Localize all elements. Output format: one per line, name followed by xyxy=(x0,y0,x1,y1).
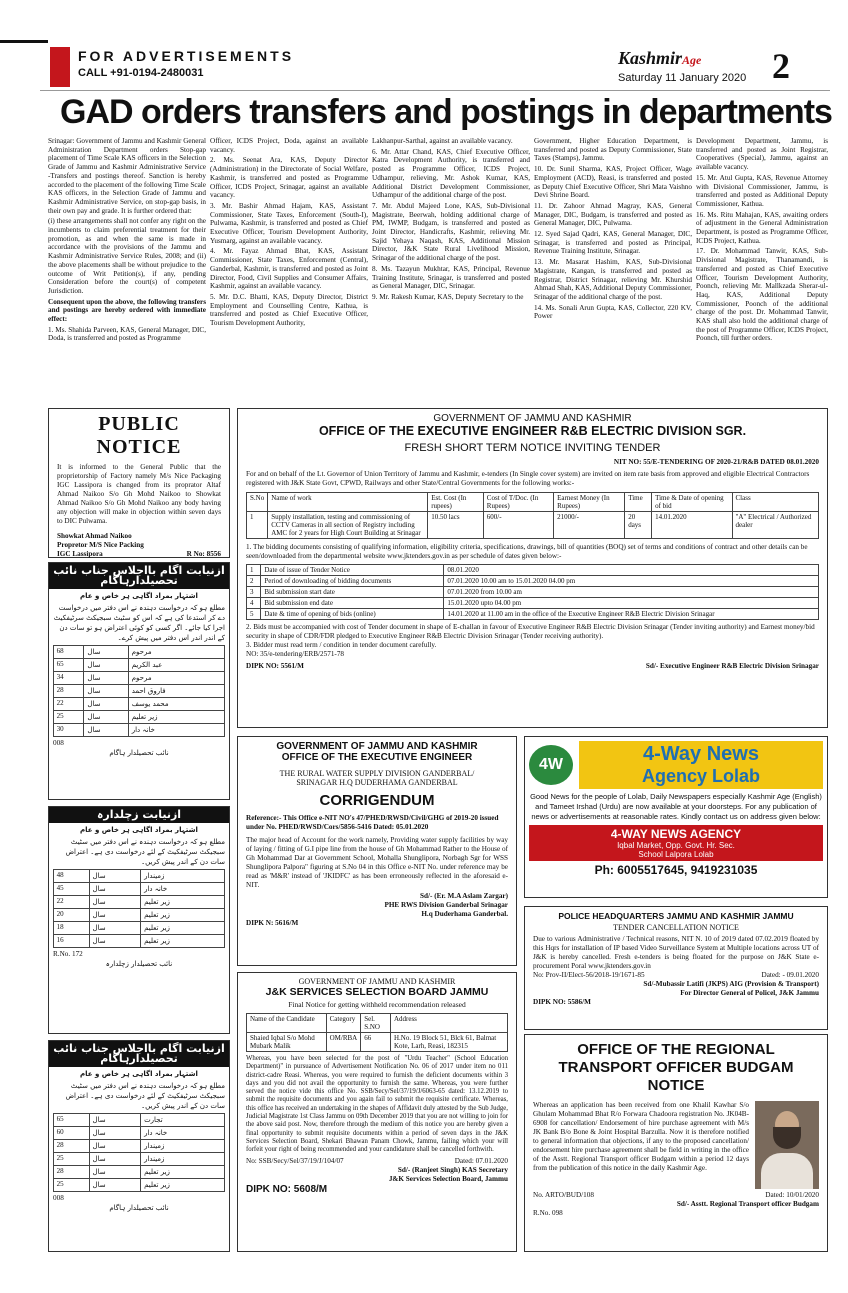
for-advertisements-label: FOR ADVERTISEMENTS xyxy=(78,48,295,64)
article-column-4: Government, Higher Education Department, is transferred and posted as Deputy Commissioner, State Taxes (Stamps), Jammu. 10. Dr. Sunil Sharma, KAS, Project Officer, Wage Employment (ACD), Reasi, is transferred and posted as Deputy Chief Executive Officer, Shri Mata Vaishno Devi Shrine Board. 11. Dr. Zahoor Ahmad Magray, KAS, General Manager, DIC, Budgam, is transferred and posted as General Manager, DIC, Pulwama. 12. Syed Sajad Qadri, KAS, General Manager, DIC, Srinagar, is transferred and posted as Principal, Revenue Training Institute, Srinagar. 13. Mr. Masarat Hashim, KAS, Sub-Divisional Magistrate, Kangan, is transferred and posted as Registrar, District Srinagar, relieving Mr. Khurshid Ahmad Shah, KAS, Additional Deputy Commissioner, Srinagar of the additional charge of the post. 14. Ms. Sonali Arun Gupta, KAS, Collector, 220 KV, Power xyxy=(534,137,692,321)
urdu-table-1: 68 سال مرحوم 65 سال عبد الکریم 34 سال مرحوم 28 سال فاروق احمد 22 سال محمد یوسف 25 سال زیر تعلیم 30 سال خانہ دار xyxy=(53,645,226,737)
article-column-2: Officer, ICDS Project, Doda, against an available vacancy. 2. Ms. Seenat Ara, KAS, Deputy Director (Administration) in the Directorate of Social Welfare, Kashmir, is transferred and posted as Programme Officer, ICDS Project, Srinagar, against an available vacancy. 3. Mr. Bashir Ahmad Hajam, KAS, Assistant Commissioner, State Taxes, Enforcement (South-I), Pulwama, Kashmir, is transferred and posted as Chief Executive Officer, Tourism Development Authority, Yusmarg, against an available vacancy. 4. Mr. Fayaz Ahmad Bhat, KAS, Assistant Commissioner, State Taxes, Enforcement (Central), Ganderbal, Kashmir, is transferred and posted as Joint Director, Food, Civil Supplies and Consumer Affairs, Kashmir, against an available vacancy. 5. Mr. D.C. Bhatti, KAS, Deputy Director, District Employment and Counselling Centre, Kathua, is transferred and posted as Chief Executive Officer, Tourism Development Authority, xyxy=(210,137,368,328)
header-arrow-icon xyxy=(50,47,70,87)
page-number: 2 xyxy=(772,46,790,86)
applicant-photo xyxy=(755,1101,819,1189)
jkssb-table: Name of the Candidate Category Sel. S.NO Address Shaied Iqbal S/o Mohd Mubark Malik OM/RBA 66 H.No. 19 Block 51, Blck 61, Balmat Kote, Larh, Reasi, 182315 xyxy=(246,1013,508,1052)
public-notice-body: It is informed to the General Public that the proprietorship of Factory namely M/s Nice Packaging IGC Lassipora is changed from its proprator Altaf Ahmad Naikoo S/o Gh Mohd Naikoo to Showkat Ahmad Naikoo S/o Gh Mohd Naikoo any body having any objection will make in objection within seven days to DIC Pulwama. xyxy=(57,463,221,525)
urdu-notice-1: ازنیابت اگام بااجلاس جناب نائب تحصیلدارہاگام اشتہار بمراد اگاہی ہر خاص و عام مطلع ہو کہ درخواست دہندہ نے اس دفتر میں درخواست دے کر استدعا کی ہے کہ اس کو سٹیٹ سبجیکٹ سرٹیفکیٹ اجرا کیا جائے۔ اگر کسی کو کوئی اعتراض ہو تو سات دن کے اندر اندر اس دفتر میں پیش کرے۔ 68 سال مرحوم 65 سال عبد الکریم 34 سال مرحوم 28 سال فاروق احمد 22 سال محمد یوسف 25 سال زیر تعلیم 30 سال خانہ دار 008 نائب تحصیلدار ہاگام xyxy=(48,562,230,800)
urdu-notice-2: ازنیابت زچلدارہ اشتہار بمراد اگاہی ہر خاص و عام مطلع ہو کہ درخواست دہندہ نے اس دفتر میں سٹیٹ سبجیکٹ سرٹیفکیٹ کے لئے درخواست دی ہے۔ اعتراض سات دن کے اندر پیش کریں۔ 48 سال زمیندار 45 سال خانہ دار 22 سال زیر تعلیم 20 سال زیر تعلیم 18 سال زیر تعلیم 16 سال زیر تعلیم R.No. 172 نائب تحصیلدار زچلدارہ xyxy=(48,806,230,1034)
header-rule xyxy=(0,40,48,43)
public-notice-sig: Showkat Ahmad Naikoo Propretor M/S Nice Packing IGC Lassipora R No: 8556 xyxy=(57,532,221,558)
news-agency-ad: 4W 4-Way News Agency Lolab Good News for the people of Lolab, Daily Newspapers especially Kashmir Age (English) and Tameet Irshad (Urdu) are now available at your doorsteps. For any publication of news or advertisements at reasonable rates. Kindly contact us on address given below: 4-WAY NEWS AGENCY Iqbal Market, Opp. Govt. Hr. Sec. School Lalpora Lolab Ph: 6005517645, 9419231035 xyxy=(524,736,828,898)
public-notice-title: PUBLIC NOTICE xyxy=(96,413,182,458)
issue-date: Saturday 11 January 2020 xyxy=(618,72,747,84)
corrigendum-title: CORRIGENDUM xyxy=(319,792,435,809)
tender-table: S.No Name of work Est. Cost (In rupees) Cost of T/Doc. (In Rupees) Earnest Money (In Rupees) Time Time & Date of opening of bid Class 1 Supply installation, testing and commissioning of CCTV Cameras in all section of Registry including AMC for 2 years for High Court Building at Srinagar 10.50 lacs 600/- 21000/- 20 days 14.01.2020 "A" Electrical / Authorized dealer xyxy=(246,492,819,539)
police-hq-notice: POLICE HEADQUARTERS JAMMU AND KASHMIR JAMMU TENDER CANCELLATION NOTICE Due to various Administrative / Technical reasons, NIT N. 10 of 2019 dated 07.02.2019 floated by this Hqrs for installation of IP based Video Surveillance System at Multiple locations across UT of J&K is hereby cancelled. Fresh e-tenders is being floated for the purpose on J&K State e-procurement Poral www.jktenders.gov.in No: Prov-II/Elect-56/2018-19/1671-85 Dated: - 09.01.2020 Sd/-Mubassir Latifi (JKPS) AIG (Provision & Transport) For Director General of Policel, J&K Jammu DIPK NO: 5586/M xyxy=(524,906,828,1030)
article-column-3: Lakhanpur-Sarthal, against an available vacancy. 6. Mr. Attar Chand, KAS, Chief Executive Officer, Katra Development Authority, is transferred and posted as Programme Officer, ICDS Project, Udhampur, relieving, Mr. Ashok Kumar, KAS, Additional District Development Commissioner, Udhampur of the additional charge of the post. 7. Mr. Abdul Majeed Lone, KAS, Sub-Divisional Magistrate, Beerwah, holding additional charge of PM, IWMP, Budgam, is transferred and posted as Joint Director, Handicrafts, Kashmir, relieving Mr. Sajid Yehaya Naqash, KAS, Additional Mission Director, J&K State Rural Livelihood Mission, Srinagar of the additional charge of the post. 8. Ms. Tazayun Mukhtar, KAS, Principal, Revenue Training Institute, Srinagar, is transferred and posted as General Manager, DIC, Srinagar. 9. Mr. Rakesh Kumar, KAS, Deputy Secretary to the xyxy=(372,137,530,301)
article-column-1: Srinagar: Government of Jammu and Kashmir General Administration Department orders Stop-gap placement of Time Scale KAS officers in the Selection Grade of Jammu and Kashmir Administrative Service -Transfers and postings thereof. Sanction is hereby accorded to the placement of the following Time Scale KAS officers, in the Selection Grade of Jammu and Kashmir Administrative Service, on stop-gap basis, in their own pay and grade. It is further ordered that: (i) these arrangements shall not confer any right on the incumbents to claim preferential treatment for their promotion, as and when the same is made in accordance with the provisions of the Jammu and Kashmir Administrative Service Rules, 2008; and (ii) the above placements shall be without prejudice to the outcome of Writ Petition(s), if any, pending Consideration before the court(s) of competent Jurisdiction. Consequent upon the above, the following transfers and postings are hereby ordered with immediate effect: 1. Ms. Shahida Parveen, KAS, General Manager, DIC, Doda, is transferred and posted as Programme xyxy=(48,137,206,343)
call-number: CALL +91-0194-2480031 xyxy=(78,67,204,79)
masthead: KashmirAge xyxy=(618,48,702,68)
corrigendum-notice: GOVERNMENT OF JAMMU AND KASHMIR OFFICE OF THE EXECUTIVE ENGINEER THE RURAL WATER SUPPLY DIVISION GANDERBAL/ SRINAGAR H.Q DUDERHAMA GANDERBAL CORRIGENDUM Reference:- This Office e-NIT NO's 47/PHED/RWSD/Civil/GHG of 2019-20 issued under No. PHED/RWSD/Cors/5856-5416 Dated: 05.01.2020 The major head of Account for the work namely, Providing water supply facilities by way of laying / fitting of G.I pipe line from the house of Gh Mohammad Rather to the House of Gh Mohammad Dar at Government School, Mohalla Shunglipora, Norbagh Sgr for WSS Shunglipora Palpora" figuring at S.No 04 in this Office e-NIT No. under reference may be read as 'M&R' instead of 'JKIDFC' as has been erroneously reflected in the aforesaid e-NIT. Sd/- (Er. M.A Aslam Zargar) PHE RWS Division Ganderbal Srinagar H.q Duderhama Ganderbal. DIPK N: 5616/M xyxy=(237,736,517,966)
headline: GAD orders transfers and postings in departments xyxy=(60,93,832,131)
tender-dates-table: 1 Date of issue of Tender Notice 08.01.2020 2 Period of downloading of bidding documents 07.01.2020 10.00 am to 15.01.2020 04.00 pm 3 Bid submission start date 07.01.2020 from 10.00 am 4 Bid submission end date 15.01.2020 upto 04.00 pm 5 Date & time of opening of bids (online) 14.01.2020 at 11.00 am in the office of the Executive Engineer R&B Electric Division Srinagar xyxy=(246,564,819,620)
urdu-table-3: 65 سال تجارت 60 سال خانہ دار 28 سال زمیندار 25 سال زمیندار 28 سال زیر تعلیم 25 سال زیر تعلیم xyxy=(53,1113,226,1192)
public-notice xyxy=(48,408,230,558)
urdu-table-2: 48 سال زمیندار 45 سال خانہ دار 22 سال زیر تعلیم 20 سال زیر تعلیم 18 سال زیر تعلیم 16 سال زیر تعلیم xyxy=(53,869,226,948)
news-phone: Ph: 6005517645, 9419231035 xyxy=(594,863,758,877)
urdu-notice-3: ازنیابت اگام بااجلاس جناب نائب تحصیلدارہاگام اشتہار بمراد اگاہی ہر خاص و عام مطلع ہو کہ درخواست دہندہ نے اس دفتر میں سٹیٹ سبجیکٹ سرٹیفکیٹ کے لئے درخواست دی ہے۔ اعتراض سات دن کے اندر پیش کریں۔ 65 سال تجارت 60 سال خانہ دار 28 سال زمیندار 25 سال زمیندار 28 سال زیر تعلیم 25 سال زیر تعلیم 008 نائب تحصیلدار ہاگام xyxy=(48,1040,230,1252)
jkssb-notice: GOVERNMENT OF JAMMU AND KASHMIR J&K SERVICES SELECTION BOARD JAMMU Final Notice for getting withheld recommendation released Name of the Candidate Category Sel. S.NO Address Shaied Iqbal S/o Mohd Mubark Malik OM/RBA 66 H.No. 19 Block 51, Blck 61, Balmat Kote, Larh, Reasi, 182315 Whereas, you have been selected for the post of "Urdu Teacher" (School Education Department)" in pursuance of Advertisement Notification No. 06 of 2017 under item no 011 district-cadre Reasi. Whereas, you were required to furnish the deficient documents within 3 days and you did not avail the opportunity to furnish the same. Whereas, you were further served the notice vide this office No. SSB/Secy/Sel/37/19/J/6063-65 dated: 13.12.2019 to submit the requisite documents and you again fail to submit the requisite certificate. Whereas, this office has received an undertaking in the shapes of Affidavit duly attested by the Sub Judge, Judicial Magistrate 1st Class Jammu on 09th December 2019 that you are not willing to join for the above said post. Now, therefore through the medium of this notice you are hereby given a final opportunity to submit requisite documents within a period of seven days in the J&K Services Selection Board, Shekari Bhawan Panam Chowk, Jammu, failing which your will forfeit your right of being recommended and your candidature shall be cancelled forthwith. No: SSB/Secy/Sel/37/19/J/104/07 Dated: 07.01.2020 Sd/- (Ranjeet Singh) KAS Secretary J&K Services Selection Board, Jammu DIPK NO: 5608/M xyxy=(237,972,517,1252)
news-logo-icon: 4W xyxy=(529,745,573,785)
rb-electric-tender: GOVERNMENT OF JAMMU AND KASHMIR OFFICE OF THE EXECUTIVE ENGINEER R&B ELECTRIC DIVISION SGR. FRESH SHORT TERM NOTICE INVITING TENDER NIT NO: 55/E-TENDERING OF 2020-21/R&B DATED 08.01.2020 For and on behalf of the Lt. Governor of Union Territory of Jammu and Kashmir, e-tenders (In Single cover system) are invited on item rate basis from approved and eligible Electrical Contractors registered with J&K State Govt, CPWD, Railways and other State/Central Governments for the following works:- S.No Name of work Est. Cost (In rupees) Cost of T/Doc. (In Rupees) Earnest Money (In Rupees) Time Time & Date of opening of bid Class 1 Supply installation, testing and commissioning of CCTV Cameras in all section of Registry including AMC for 2 years for High Court Building at Srinagar 10.50 lacs 600/- 21000/- 20 days 14.01.2020 "A" Electrical / Authorized dealer 1. The bidding documents consisting of qualifying information, eligibility criteria, specifications, drawings, bill of quantities (BOQ) set of terms and conditions of contract and other details can be seen/downloaded from the departmental website www.jktenders.gov.in as per schedule of dates given below:- 1 Date of issue of Tender Notice 08.01.2020 2 Period of downloading of bidding documents 07.01.2020 10.00 am to 15.01.2020 04.00 pm 3 Bid submission start date 07.01.2020 from 10.00 am 4 Bid submission end date 15.01.2020 upto 04.00 pm 5 Date & time of opening of bids (online) 14.01.2020 at 11.00 am in the office of the Executive Engineer R&B Electric Division Srinagar 2. Bids must be accompanied with cost of Tender document in shape of E-challan in favour of Executive Engineer R&B Electric Division Srinagar (Tender inviting authority) and Earnest money/bid security in shape of CDR/FDR pledged to Executive Engineer R&B Electric Division Srinagar (Tender receiving authority). 3. Bidder must read term / condition in tender document carefully. NO: 35/e-tendering/ERB/2571-78 DIPK NO: 5561/M Sd/- Executive Engineer R&B Electric Division Srinagar xyxy=(237,408,828,728)
header-divider xyxy=(40,90,830,91)
rto-budgam-notice: OFFICE OF THE REGIONAL TRANSPORT OFFICER BUDGAM NOTICE Whereas an application has been received from one Khalil Kawhar S/o Ghulam Mohammad Bhat R/o Forwara Chadoora registration No. JK04B-6908 for cancellation/ Endorsement of hire purchase agreement with M/s JK Bank B/o Bone & Joint Hospital Barzulla. Now it is therefore notified to general information that objections, if any to the proposed cancellation/ endorsement hire purchase agreement shall be field in writing in the office of the Asstt. Regional Transport officer Budgam within a period 12 days from the publication of this notice in the daily Kashmir Age. No. ARTO/BUD/108 Dated: 10/01/2020 Sd/- Asstt. Regional Transport officer Budgam R.No. 098 xyxy=(524,1034,828,1252)
article-column-5: Development Department, Jammu, is transferred and posted as Joint Registrar, Cooperatives (Special), Jammu, against an available vacancy. 15. Mr. Atul Gupta, KAS, Revenue Attorney with Divisional Commissioner, Jammu, is transferred and posted as Additional Deputy Commissioner, Kathua. 16. Ms. Ritu Mahajan, KAS, awaiting orders of adjustment in the General Administration Department, is posted as Programme Officer, ICDS Project, Kathua. 17. Dr. Mohammad Tanwir, KAS, Sub-Divisional Magistrate, Thanamandi, is transferred and posted as Chief Executive Officer, Tourism Development Authority, Poonch, relieving Mr. Mallkzada Sherar-ul-Haq, KAS, Additional Deputy Commissioner, Poonch of the additional charge of the post. Dr. Mohammad Tanwir, KAS shall also hold the additional charge of the post of Programme Officer, ICDS Project, Poonch, till further orders. xyxy=(696,137,828,343)
